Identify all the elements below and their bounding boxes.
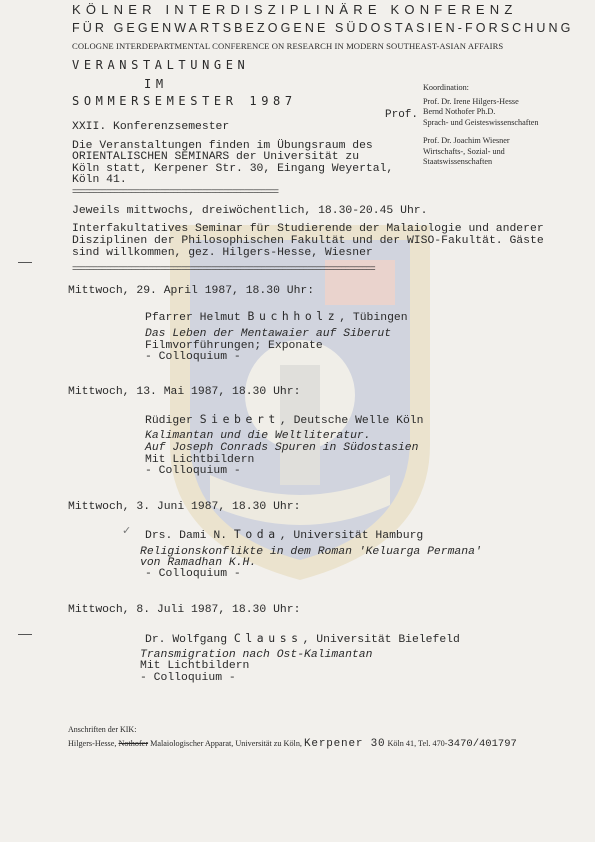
event-format: - Colloquium - [145,351,241,363]
event-topic: Das Leben der Mentawaier auf Siberut [145,328,392,340]
semester-number: XXII. Konferenzsemester [72,121,230,133]
department-economics-line2: Staatswissenschaften [423,157,493,166]
event-date: Mittwoch, 8. Juli 1987, 18.30 Uhr: [68,604,301,616]
event-date: Mittwoch, 29. April 1987, 18.30 Uhr: [68,285,315,297]
venue-line2: ORIENTALISCHEN SEMINARS der Universität zu [72,151,360,163]
event-format: - Colloquium - [140,672,236,684]
event-speaker: Rüdiger Siebert, Deutsche Welle Köln [145,412,424,427]
event-speaker: Drs. Dami N. Toda, Universität Hamburg [145,527,424,542]
checkmark-icon: ✓ [122,525,132,537]
margin-mark [18,262,32,263]
venue-line3: Köln statt, Kerpener Str. 30, Eingang Weyertal, [72,163,394,175]
event-note: Mit Lichtbildern [145,454,255,466]
event-topic: Transmigration nach Ost-Kalimantan [140,649,373,661]
footer-label: Anschriften der KIK: [68,725,137,734]
department-economics-line1: Wirtschafts-, Sozial- und [423,147,505,156]
seminar-line1: Interfakultatives Seminar für Studierende der Malaiologie und anderer [72,223,544,235]
event-topic: Religionskonflikte in dem Roman 'Keluarga Permana' [140,546,482,558]
seminar-line3: sind willkommen, gez. Hilgers-Hesse, Wiesner [72,247,373,259]
event-speaker: Dr. Wolfgang Clauss, Universität Bielefeld [145,631,460,646]
coordination-label: Koordination: [423,83,469,92]
venue-line1: Die Veranstaltungen finden im Übungsraum des [72,140,373,152]
separator-long: ======================================================================== [72,264,375,274]
coordinator-nothofer: Bernd Nothofer Ph.D. [423,107,496,116]
event-speaker: Pfarrer Helmut Buchholz, Tübingen [145,309,408,324]
coordinator-hilgers-hesse: Prof. Dr. Irene Hilgers-Hesse [423,97,519,106]
venue-line4: Köln 41. [72,174,127,186]
event-topic-subtitle: von Ramadhan K.H. [140,557,257,569]
event-note: Mit Lichtbildern [140,660,250,672]
coordinator-wiesner: Prof. Dr. Joachim Wiesner [423,136,510,145]
event-format: - Colloquium - [145,568,241,580]
title-line3: SOMMERSEMESTER 1987 [72,94,297,108]
conference-name-line2: FÜR GEGENWARTSBEZOGENE SÜDOSTASIEN-FORSCHUNG [72,21,574,35]
schedule-note: Jeweils mittwochs, dreiwöchentlich, 18.30-20.45 Uhr. [72,205,428,217]
event-note: Filmvorführungen; Exponate [145,340,323,352]
title-line2: IM [144,77,168,91]
footer-address: Hilgers-Hesse, Nothofer Malaiologischer Apparat, Universität zu Köln, Kerpener 30 Köln 41, Tel. 470-3470/401797 [68,738,517,750]
margin-mark [18,634,32,635]
department-humanities: Sprach- und Geisteswissenschaften [423,118,539,127]
event-date: Mittwoch, 3. Juni 1987, 18.30 Uhr: [68,501,301,513]
event-date: Mittwoch, 13. Mai 1987, 18.30 Uhr: [68,386,301,398]
coordination-prefix: Prof. [385,109,419,121]
conference-name-line1: KÖLNER INTERDISZIPLINÄRE KONFERENZ [72,2,518,17]
conference-name-english: COLOGNE INTERDEPARTMENTAL CONFERENCE ON RESEARCH IN MODERN SOUTHEAST-ASIAN AFFAIRS [72,41,504,51]
title-line1: VERANSTALTUNGEN [72,58,250,72]
event-format: - Colloquium - [145,465,241,477]
event-topic-subtitle: Auf Joseph Conrads Spuren in Südostasien [145,442,419,454]
separator-short: ================================================= [72,187,278,197]
seminar-line2: Disziplinen der Philosophischen Fakultät und der WISO-Fakultät. Gäste [72,235,544,247]
event-topic: Kalimantan und die Weltliteratur. [145,430,371,442]
